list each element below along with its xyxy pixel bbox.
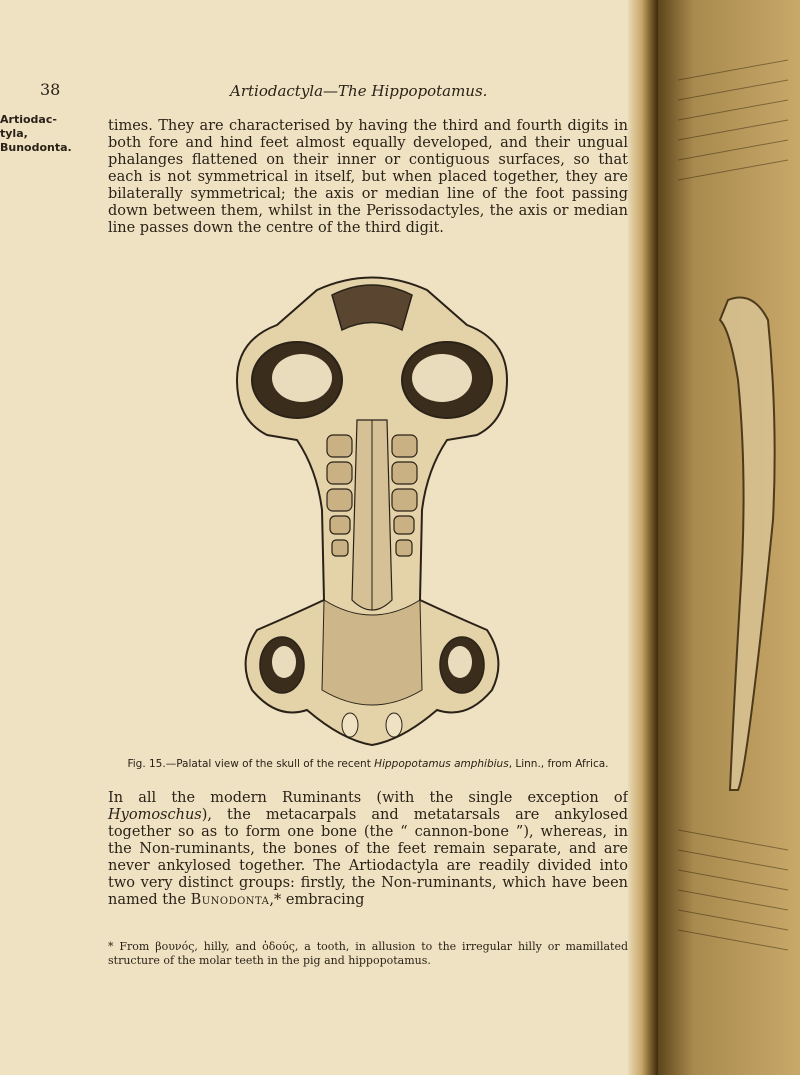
facing-page-edge bbox=[658, 0, 800, 1075]
paragraph-2 bbox=[108, 790, 628, 909]
running-title: Artiodactyla—The Hippopotamus. bbox=[230, 82, 488, 100]
paragraph-1: times. They are characterised by having the third and fourth digits in both fore and hind feet almost equally developed, and their ungual phalanges flattened on their inner or contiguous surfaces, so that each is not symmetrical in itself, but when placed together, they are bilaterally symmetrical; the axis or median line of the foot passing down between them, whilst in the Perissodactyles, the axis or median line passes down the centre of the third digit. bbox=[108, 118, 628, 236]
sidenote-line: tyla, bbox=[0, 127, 28, 140]
caption-species: Hippopotamus amphibius bbox=[374, 758, 509, 770]
book-gutter bbox=[628, 0, 658, 1075]
paragraph-2-part-3: ,* embracing bbox=[269, 892, 365, 908]
facing-page-bone-drawing bbox=[658, 0, 800, 1075]
margin-sidenote bbox=[0, 113, 100, 155]
footnote: * From βουνός, hilly, and ὀδούς, a tooth, in allusion to the irregular hilly or mamillated structure of the molar teeth in the pig and hippopotamus. bbox=[108, 940, 628, 967]
paragraph-2-genus: Hyomoschus bbox=[108, 807, 202, 823]
caption-suffix: , Linn., from Africa. bbox=[508, 758, 609, 770]
caption-prefix: Fig. 15.—Palatal view of the skull of the recent bbox=[127, 758, 375, 770]
paragraph-2-part-2: ), the metacarpals and metatarsals are ankylosed together so as to form one bone (the “ cannon-bone ”), whereas, in the Non-ruminants, the bones of the feet remain separate, and are never ankylosed together. The Artiodactyla are readily divided into two very distinct groups: firstly, the Non-ruminants, which have been named the bbox=[108, 807, 628, 908]
sidenote-line: Artiodac- bbox=[0, 113, 57, 126]
skull-illustration bbox=[222, 270, 522, 750]
figure-caption bbox=[108, 758, 628, 771]
paragraph-2-term: Bunodonta bbox=[190, 892, 270, 908]
sidenote-line: Bunodonta. bbox=[0, 141, 72, 154]
skull-drawing bbox=[222, 270, 522, 750]
paragraph-2-part-1: In all the modern Ruminants (with the single exception of bbox=[108, 790, 628, 806]
page-number: 38 bbox=[40, 80, 61, 99]
